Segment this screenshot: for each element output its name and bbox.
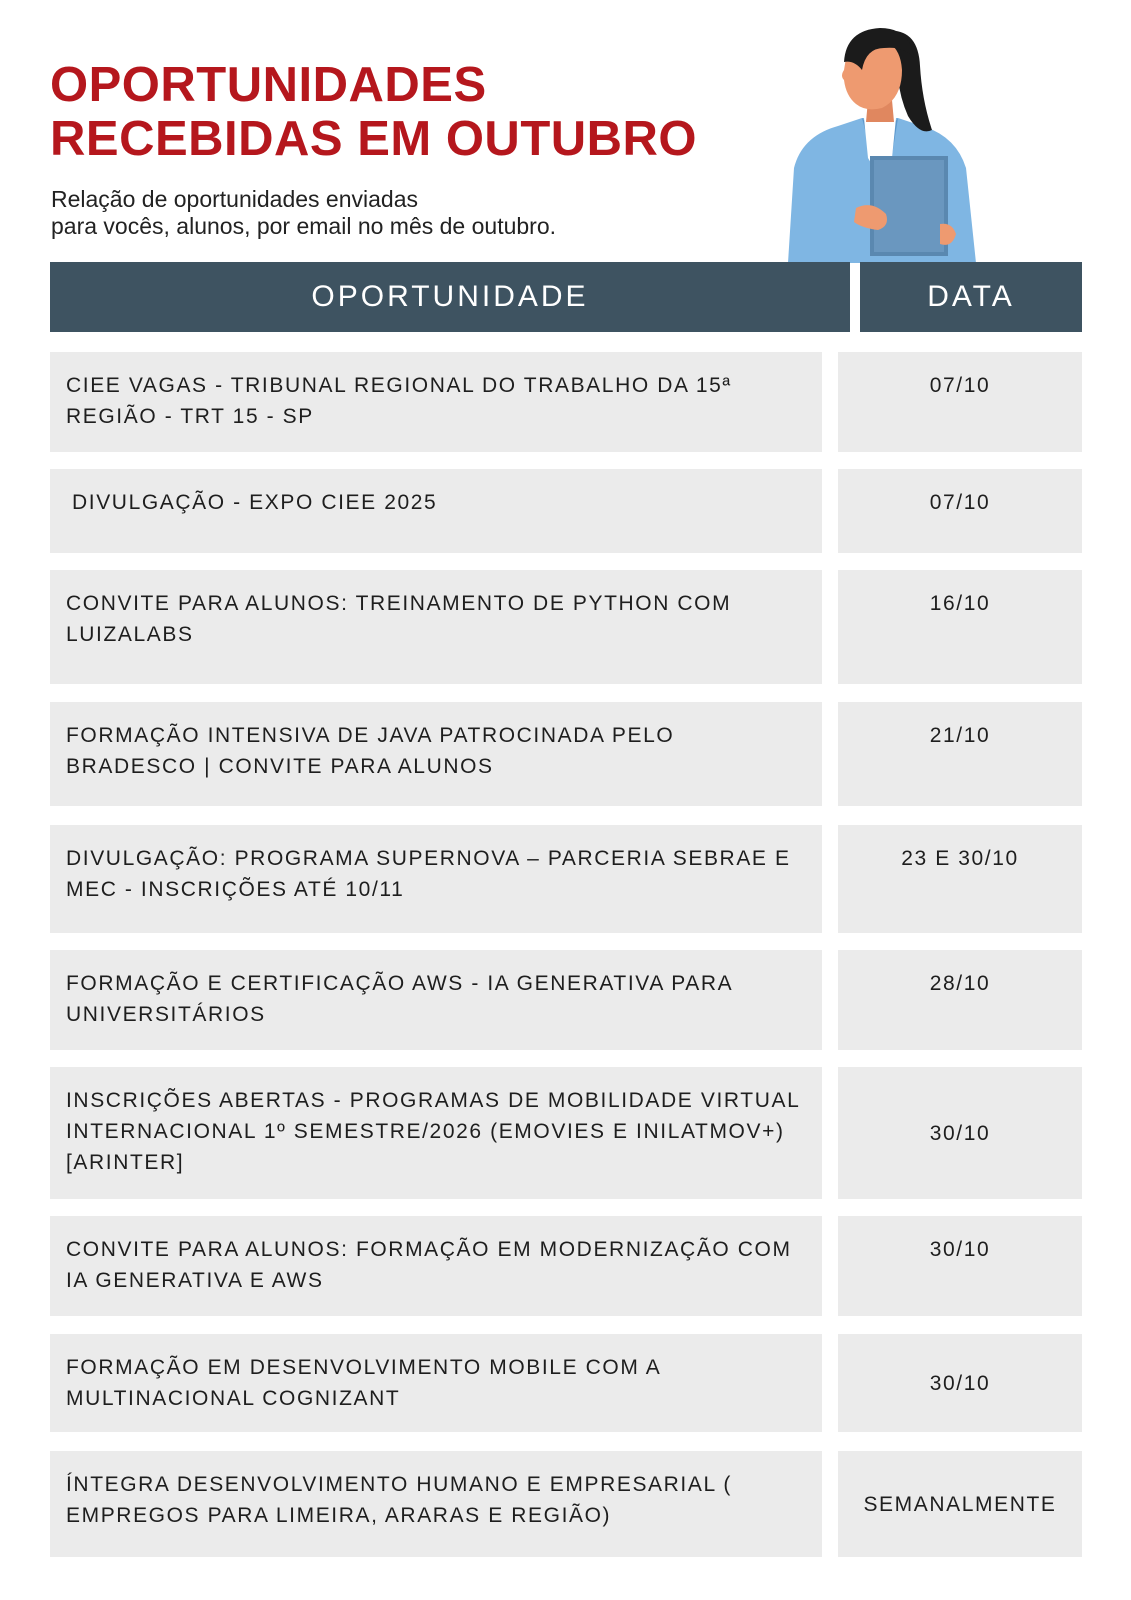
table-row-date: 23 E 30/10 [838,825,1082,933]
table-row-opportunity: CONVITE PARA ALUNOS: FORMAÇÃO EM MODERNIZAÇÃO COM IA GENERATIVA E AWS [50,1216,822,1316]
table-row-opportunity: INSCRIÇÕES ABERTAS - PROGRAMAS DE MOBILIDADE VIRTUAL INTERNACIONAL 1º SEMESTRE/2026 (EMOVIES E INILATMOV+) [ARINTER] [50,1067,822,1199]
table-row-opportunity: CIEE VAGAS - TRIBUNAL REGIONAL DO TRABALHO DA 15ª REGIÃO - TRT 15 - SP [50,352,822,452]
title-line-2: RECEBIDAS EM OUTUBRO [50,112,698,166]
title-line-1: OPORTUNIDADES [50,58,487,112]
table-row-date: 30/10 [838,1334,1082,1432]
table-row-opportunity: ÍNTEGRA DESENVOLVIMENTO HUMANO E EMPRESARIAL ( EMPREGOS PARA LIMEIRA, ARARAS E REGIÃO) [50,1451,822,1557]
subtitle-line-2: para vocês, alunos, por email no mês de outubro. [51,213,557,239]
table-row-opportunity: DIVULGAÇÃO - EXPO CIEE 2025 [50,469,822,553]
table-row-date: 30/10 [838,1067,1082,1199]
table-row-date: SEMANALMENTE [838,1451,1082,1557]
table-row-date: 28/10 [838,950,1082,1050]
column-header-date: DATA [860,262,1082,332]
table-row-opportunity: DIVULGAÇÃO: PROGRAMA SUPERNOVA – PARCERIA SEBRAE E MEC - INSCRIÇÕES ATÉ 10/11 [50,825,822,933]
table-row-date: 07/10 [838,352,1082,452]
table-row-opportunity: FORMAÇÃO INTENSIVA DE JAVA PATROCINADA PELO BRADESCO | CONVITE PARA ALUNOS [50,702,822,806]
table-row-opportunity: CONVITE PARA ALUNOS: TREINAMENTO DE PYTHON COM LUIZALABS [50,570,822,684]
table-row-date: 30/10 [838,1216,1082,1316]
table-row-opportunity: FORMAÇÃO EM DESENVOLVIMENTO MOBILE COM A MULTINACIONAL COGNIZANT [50,1334,822,1432]
page-subtitle [51,186,556,240]
column-header-opportunity: OPORTUNIDADE [50,262,850,332]
page-title [50,58,697,166]
subtitle-line-1: Relação de oportunidades enviadas [51,186,418,212]
table-row-opportunity: FORMAÇÃO E CERTIFICAÇÃO AWS - IA GENERATIVA PARA UNIVERSITÁRIOS [50,950,822,1050]
table-row-date: 07/10 [838,469,1082,553]
table-row-date: 16/10 [838,570,1082,684]
table-row-date: 21/10 [838,702,1082,806]
woman-with-folder-illustration [780,18,1010,263]
